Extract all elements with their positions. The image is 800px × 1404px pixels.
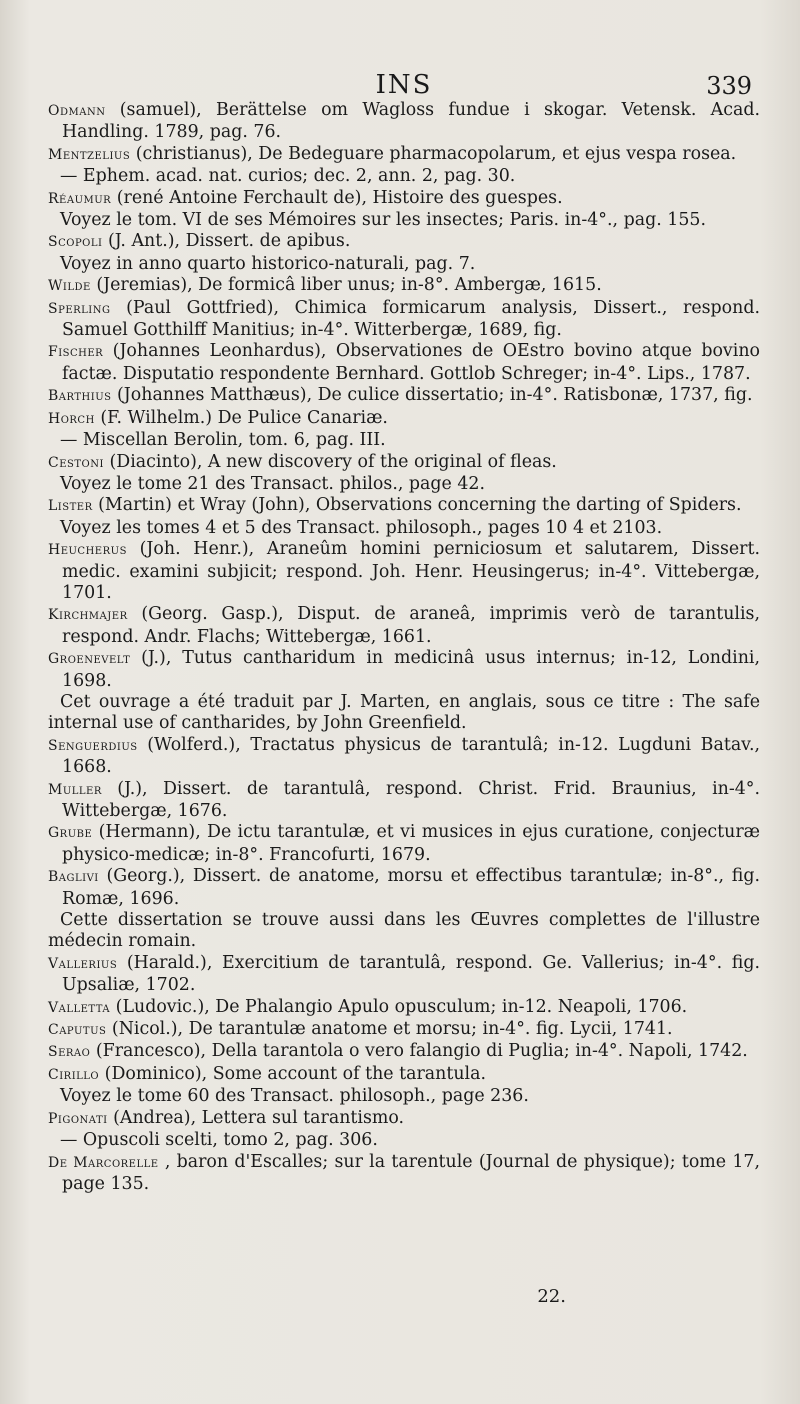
entry-text: (Wolferd.), Tractatus physicus de tarantulâ; in-12. Lugduni Batav., 1668. [62,734,760,778]
author-name: Réaumur [48,190,112,207]
entry-text: (F. Wilhelm.) De Pulice Canariæ. [100,407,388,428]
bibliography-entry [48,430,760,451]
entry-text: (Martin) et Wray (John), Observations concerning the darting of Spiders. [98,495,742,516]
bibliography-entry [48,1019,760,1041]
entry-text: — Ephem. acad. nat. curios; dec. 2, ann. 2, pag. 30. [60,166,516,187]
bibliography-entry [48,298,760,342]
author-name: Heucherus [48,542,127,559]
bibliography-entry [48,341,760,385]
bibliography-entry [48,474,760,495]
author-name: Horch [48,410,95,427]
bibliography-entry [48,210,760,231]
entry-text: Cette dissertation se trouve aussi dans les Œuvres complettes de l'illustre médecin romain. [48,910,760,952]
entry-text: (Georg.), Dissert. de anatome, morsu et effectibus tarantulæ; in-8°., fig. Romæ, 1696. [62,866,761,909]
entry-text: (Nicol.), De tarantulæ anatome et morsu; in-4°. fig. Lycii, 1741. [111,1019,673,1040]
entry-text: Cet ouvrage a été traduit par J. Marten, en anglais, sous ce titre : The safe internal use of cantharides, by John Greenfield. [48,691,760,734]
bibliography-entry [48,408,760,430]
bibliography-entry [48,910,760,953]
page-number: 339 [706,72,752,100]
bibliography-entry [48,1152,760,1196]
author-name: Caputus [48,1022,107,1039]
bibliography-entry [48,188,760,210]
entry-text: (J. Ant.), Dissert. de apibus. [108,231,351,252]
bibliography-entry [48,692,760,735]
bibliography-entry [48,604,760,648]
bibliography-entry [48,735,760,779]
author-name: Valletta [48,999,111,1016]
entry-text: (rené Antoine Ferchault de), Histoire des guespes. [116,187,563,208]
entry-text: Voyez le tom. VI de ses Mémoires sur les insectes; Paris. in-4°., pag. 155. [60,210,706,231]
entry-text: (J.), Tutus cantharidum in medicinâ usus internus; in-12, Londini, 1698. [62,648,760,691]
author-name: De Marcorelle [48,1154,159,1171]
entry-text: Voyez le tome 60 des Transact. philosoph., page 236. [60,1086,529,1107]
bibliography-entry [48,648,760,692]
author-name: Cestoni [48,454,104,471]
author-name: Mentzelius [48,146,131,163]
bibliography-entry [48,275,760,297]
entry-text: (Francesco), Della tarantola o vero falangio di Puglia; in-4°. Napoli, 1742. [95,1041,748,1062]
bibliography-entry [48,452,760,474]
entry-text: (Jeremias), De formicâ liber unus; in-8°. Ambergæ, 1615. [96,275,602,296]
bibliography-entry [48,231,760,253]
author-name: Groenevelt [48,651,131,668]
author-name: Pigonati [48,1110,108,1127]
bibliography-entry [48,495,760,517]
entry-text: — Miscellan Berolin, tom. 6, pag. III. [60,430,386,451]
author-name: Lister [48,498,93,515]
entry-text: (Joh. Henr.), Araneûm homini perniciosum et salutarem, Dissert. medic. examini subjicit; respond. Joh. Henr. Heusingerus; in-4°. Vittebergæ, 1701. [62,539,761,603]
bibliography-entry [48,779,760,823]
author-name: Wilde [48,278,91,295]
bibliography-entry [48,1108,760,1130]
bibliography-entry [48,100,760,144]
bibliography-entry [48,518,760,539]
signature-mark: 22. [537,1286,566,1307]
bibliography-entry [48,822,760,866]
entry-text: Voyez in anno quarto historico-naturali, pag. 7. [60,253,476,274]
author-name: Fischer [48,344,104,361]
entry-text: (Andrea), Lettera sul tarantismo. [113,1107,405,1128]
bibliography-entry [48,1130,760,1151]
entry-text: Voyez les tomes 4 et 5 des Transact. philosoph., pages 10 4 et 2103. [60,517,663,538]
author-name: Odmann [48,103,106,119]
bibliography-entry [48,1064,760,1086]
bibliography-entry [48,997,760,1019]
entry-text: (samuel), Berättelse om Wagloss fundue i skogar. Vetensk. Acad. Handling. 1789, pag. 76. [62,100,760,143]
entry-text: (Hermann), De ictu tarantulæ, et vi musices in ejus curatione, conjecturæ physico-medicæ; in-8°. Francofurti, 1679. [62,822,760,865]
entry-text: (Dominico), Some account of the tarantula. [104,1063,486,1084]
bibliography-entry [48,539,760,604]
bibliography-entry [48,1041,760,1063]
entry-text: Voyez le tome 21 des Transact. philos., page 42. [60,473,486,494]
entry-text: (J.), Dissert. de tarantulâ, respond. Christ. Frid. Braunius, in-4°. Wittebergæ, 1676. [62,778,760,821]
entry-text: — Opuscoli scelti, tomo 2, pag. 306. [60,1130,378,1151]
author-name: Sperling [48,300,111,317]
entry-text: (Paul Gottfried), Chimica formicarum analysis, Dissert., respond. Samuel Gotthilff Manitius; in-4°. Witterbergæ, 1689, fig. [62,297,761,341]
author-name: Muller [48,781,102,798]
author-name: Vallerius [48,955,118,972]
bibliography-entry [48,1086,760,1107]
bibliography-entry [48,385,760,407]
author-name: Scopoli [48,234,103,251]
entry-text: (Georg. Gasp.), Disput. de araneâ, imprimis verò de tarantulis, respond. Andr. Flachs; Wittebergæ, 1661. [62,604,760,647]
author-name: Senguerdius [48,737,138,754]
author-name: Barthius [48,388,112,405]
bibliography-entry [48,144,760,166]
bibliography-entry [48,166,760,187]
author-name: Cirillo [48,1066,100,1083]
author-name: Kirchmajer [48,607,128,624]
entry-text: (Harald.), Exercitium de tarantulâ, respond. Ge. Vallerius; in-4°. fig. Upsaliæ, 1702. [62,952,761,996]
author-name: Serao [48,1044,91,1061]
entry-text: (christianus), De Bedeguare pharmacopolarum, et ejus vespa rosea. [135,143,737,164]
entry-text: , baron d'Escalles; sur la tarentule (Journal de physique); tome 17, page 135. [62,1151,760,1194]
page-header-title: INS [375,70,433,100]
bibliography-entry [48,953,760,997]
entry-text: (Johannes Matthæus), De culice dissertatio; in-4°. Ratisbonæ, 1737, fig. [117,385,753,406]
author-name: Baglivi [48,869,99,886]
running-head [48,70,760,98]
bibliography-list [48,100,760,1195]
bibliography-entry [48,254,760,275]
entry-text: (Johannes Leonhardus), Observationes de OEstro bovino atque bovino factæ. Disputatio respondente Bernhard. Gottlob Schreger; in-4°. Lips., 1787. [62,341,760,384]
bibliography-entry [48,866,760,910]
entry-text: (Ludovic.), De Phalangio Apulo opusculum; in-12. Neapoli, 1706. [115,996,688,1017]
author-name: Grube [48,825,93,842]
entry-text: (Diacinto), A new discovery of the original of fleas. [109,451,557,472]
